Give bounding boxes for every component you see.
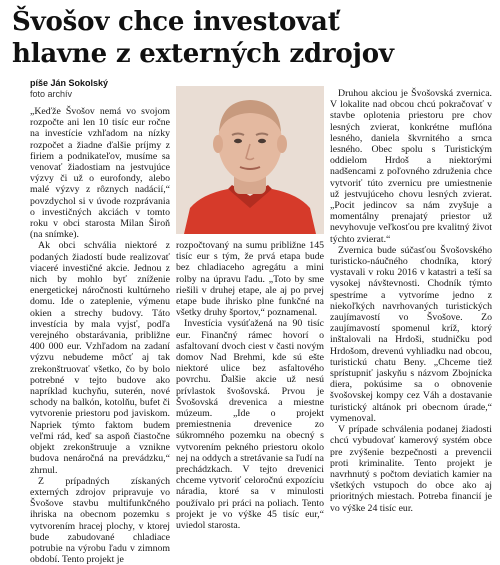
paragraph: Ak obci schvália niektoré z podaných žiadostí bude realizovať viaceré investičné akcie. Jednou z nich by mohlo byť zníženie energetickej náročnosti kultúrneho domu. Ide o zateplenie, výmenu okien a strechy budovy. Táto investícia by mala vyjsť, podľa verejného obstarávania, približne 400 000 eur. Vzhľadom na zadaní výzvu nebudeme môcť aj tak zrekonštruovať všetko, čo by bolo potrebné v tejto budove ako napríklad kuchyňu, suterén, nové schody na balkón, kotolňu, bufet či vytvorenie priestoru pod javiskom. Napriek týmto faktom budem veľmi rád, keď sa aspoň čiastočne objekt zrekonštruuje a vznikne budova nenáročná na prevádzku,“ zhrnul.: [30, 240, 170, 476]
byline: [30, 78, 170, 100]
author-name: píše Ján Sokolský: [30, 78, 109, 88]
article-column-1: [30, 106, 170, 565]
paragraph: rozpočtovaný na sumu približne 145 tisíc eur s tým, že prvá etapa bude bez chladiaceho agregátu a mini rolby na úpravu ľadu. „Toto by sme riešili v druhej etape, ale aj po prvej etape bude ihrisko plne funkčné na všetky druhy športov,“ poznamenal.: [176, 240, 324, 319]
headline-line-1: Švošov chce investovať: [12, 7, 340, 37]
paragraph: Investícia vysúťažená na 90 tisíc eur. Finančný rámec hovorí o asfaltovaní dvoch ciest v časti novým domov Nad Brehmi, kde sú ešte niektoré ulice bez asfaltového povrchu. Ďalšie akcie už nesú prívlastok švošovská. Prvou je Švošovská drevenica a miestne múzeum. „Ide o projekt premiestnenia drevenice zo súkromného pozemku na obecný s vytvorením pekného priestoru okolo nej na oddych a stretávanie sa ľudí na prechádzkach. V tejto drevenici chceme vytvoriť celoročnú expozíciu náradia, ktoré sa v minulosti používalo pri práci na poliach. Tento projekt je vo výške 45 tisíc eur,“ uviedol starosta.: [176, 318, 324, 532]
right-ear: [277, 135, 287, 153]
paragraph: Druhou akciou je Švošovská zvernica. V lokalite nad obcou chcú pokračovať v stavbe oplotenia priestoru pre chov lesných zvierat, konkrétne muflóna lesného, daniela škvrnitého a srnca lesného. Obec spolu s Turistickým oddielom Hrdoš a niektorými nadšencami z poľovného združenia chce vytvoriť túto zvernicu pre umiestnenie už jestvujúceho chovu lesných zvierat. „Pocit jedincov sa nám zvyšuje a momentálny prenajatý priestor už nevyhovuje veľkosťou pre kvalitný život týchto zvierat.“: [330, 88, 492, 245]
left-eye: [234, 139, 242, 143]
article-headline: [12, 6, 492, 70]
article-column-3: [330, 88, 492, 514]
paragraph: Zvernica bude súčasťou Švošovského turisticko-náučného chodníka, ktorý vystavali v roku 2016 v katastri a teší sa vysokej návštevnosti. Chodník týmto spestríme a vytvoríme jedno z niekoľkých navrhovaných turistických zaujímavostí vo Švošove. Zo zaujímavostí spomenul kríž, ktorý inštalovali na Hrdoši, studničku pod Hrdošom, drevenú vyhliadku nad obcou, turistickú chatu Beny. „Chceme tiež sprístupniť jaskyňu s názvom Zbojnícka diera, pokúsime sa o obnovenie švošovskej kompy cez Váh a dostavanie turistický altánok pri obecnom úrade,“ vymenoval.: [330, 244, 492, 424]
right-eye: [258, 139, 266, 143]
portrait-photo: [176, 86, 324, 234]
article-column-2: [176, 240, 324, 531]
headline-line-2: hlavne z externých zdrojov: [12, 39, 394, 69]
photo-credit: foto archív: [30, 89, 73, 99]
left-ear: [213, 135, 223, 153]
paragraph: Z prípadných získaných externých zdrojov pripravuje vo Švošove stavbu multifunkčného ihriska na obecnom pozemku s vytvorením hracej plochy, v ktorej bude zabudované chladiace potrubie na výrobu ľadu v zimnom období. Tento projekt je: [30, 475, 170, 565]
paragraph: „Keďže Švošov nemá vo svojom rozpočte ani len 10 tisíc eur ročne na investície vzhľadom na nízky rozpočet a žiadne ďalšie príjmy z firiem a podnikateľov, musíme sa venovať žiadostiam na jestvujúce výzvy či už o eurofondy, alebo malé výzvy z rôznych nadácií,“ povzdychol si v úvode rozprávania o investičných akciách v tomto roku v obci starosta Milan Široň (na snímke).: [30, 106, 170, 241]
paragraph: V prípade schválenia podanej žiadosti chcú vybudovať kamerový systém obce pre zvýšenie bezpečnosti a prevencii proti kriminalite. Tento projekt je navrhnutý s počtom deviatich kamier na všetkých vstupoch do obce ako aj prioritných miestach. Potreba financií je vo výške 24 tisíc eur.: [330, 424, 492, 514]
portrait-illustration: [176, 86, 324, 234]
